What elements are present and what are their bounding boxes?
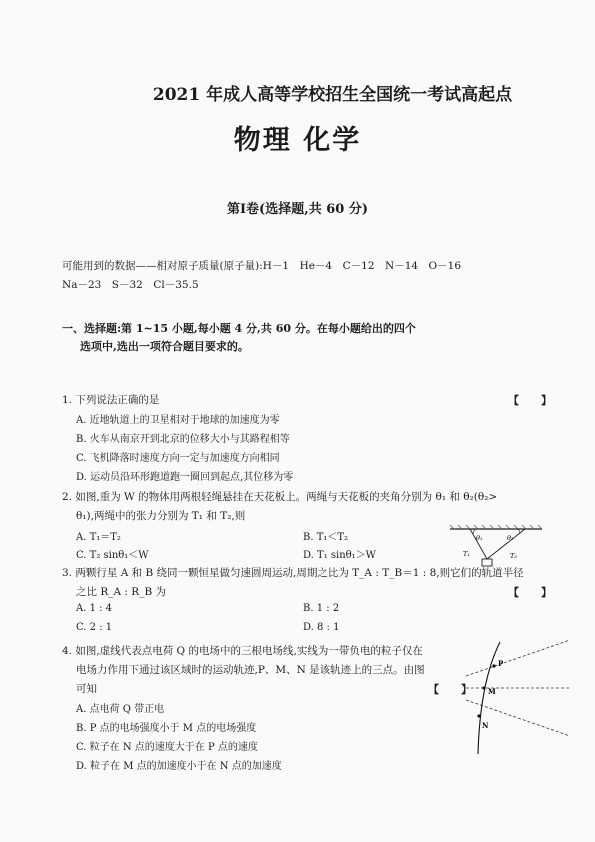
q4-option-a[interactable]: A. 点电荷 Q 带正电 xyxy=(76,704,165,715)
section-instructions-line1: 一、选择题:第 1~15 小题,每小题 4 分,共 60 分。在每小题给出的四个 xyxy=(62,322,416,335)
q2-stem-line1: 2. 如图,重为 W 的物体用两根轻绳悬挂在天花板上。两绳与天花板的夹角分别为 θ₁ 和 θ₂(θ₂> xyxy=(62,491,498,503)
q2-figure xyxy=(450,525,545,570)
q2-option-b[interactable]: B. T₁＜T₂ xyxy=(303,532,349,543)
q2-theta2-label: θ₂ xyxy=(507,534,514,542)
q4-figure xyxy=(466,636,576,756)
q1-option-a[interactable]: A. 近地轨道上的卫星相对于地球的加速度为零 xyxy=(76,415,280,426)
section-instructions-line2: 选项中,选出一项符合题目要求的。 xyxy=(80,340,249,353)
q2-stem-line2: θ₁),两绳中的张力分别为 T₁ 和 T₂,则 xyxy=(76,510,246,522)
q4-stem-line2: 电场力作用下通过该区域时的运动轨迹,P、M、N 是该轨迹上的三点。由图 xyxy=(76,664,425,676)
atomic-mass-line1: 可能用到的数据——相对原子质量(原子量):H－1 He－4 C－12 N－14 O－16 xyxy=(62,260,462,272)
q1-option-b[interactable]: B. 火车从南京开到北京的位移大小与其路程相等 xyxy=(76,434,290,445)
exam-title: 2021 年成人高等学校招生全国统一考试高起点 xyxy=(152,85,513,105)
q2-t2-label: T₂ xyxy=(510,552,517,560)
q3-answer-bracket[interactable]: 【 】 xyxy=(508,586,552,599)
q1-option-d[interactable]: D. 运动员沿环形跑道跑一圈回到起点,其位移为零 xyxy=(76,472,294,483)
q2-option-a[interactable]: A. T₁＝T₂ xyxy=(76,532,121,543)
q3-option-b[interactable]: B. 1 : 2 xyxy=(303,603,340,614)
q2-option-d[interactable]: D. T₁ sinθ₁＞W xyxy=(303,550,376,561)
q1-stem: 1. 下列说法正确的是 xyxy=(62,394,160,406)
part-title: 第Ⅰ卷(选择题,共 60 分) xyxy=(226,202,369,217)
q2-option-c[interactable]: C. T₂ sinθ₁＜W xyxy=(76,550,149,561)
q4-stem-line1: 4. 如图,虚线代表点电荷 Q 的电场中的三根电场线,实线为一带负电的粒子仅在 xyxy=(62,645,423,657)
q4-point-p-label: P xyxy=(498,659,504,668)
atomic-mass-line2: Na－23 S－32 Cl－35.5 xyxy=(62,279,199,291)
q4-option-c[interactable]: C. 粒子在 N 点的速度大于在 P 点的速度 xyxy=(76,742,258,753)
q4-point-n-label: N xyxy=(482,721,489,730)
q4-option-b[interactable]: B. P 点的电场强度小于 M 点的电场强度 xyxy=(76,723,257,734)
q3-option-c[interactable]: C. 2 : 1 xyxy=(76,622,113,633)
q3-stem-line2: 之比 R_A : R_B 为 xyxy=(76,586,166,598)
q3-stem-line1: 3. 两颗行星 A 和 B 绕同一颗恒星做匀速圆周运动,周期之比为 T_A : T_B＝1 : 8,则它们的轨道半径 xyxy=(62,567,524,579)
subject-title: 物理 化学 xyxy=(233,125,362,156)
q4-answer-bracket[interactable]: 【 】 xyxy=(428,683,472,696)
q2-theta1-label: θ₁ xyxy=(476,534,483,542)
q4-point-m-label: M xyxy=(488,687,496,696)
q4-stem-line3: 可知 xyxy=(76,683,97,695)
q4-option-d[interactable]: D. 粒子在 M 点的加速度小于在 N 点的加速度 xyxy=(76,761,282,772)
q2-t1-label: T₁ xyxy=(463,550,470,558)
q3-option-a[interactable]: A. 1 : 4 xyxy=(76,603,113,614)
q1-option-c[interactable]: C. 飞机降落时速度方向一定与加速度方向相同 xyxy=(76,453,280,464)
q1-answer-bracket[interactable]: 【 】 xyxy=(508,394,552,407)
q3-option-d[interactable]: D. 8 : 1 xyxy=(303,622,340,633)
